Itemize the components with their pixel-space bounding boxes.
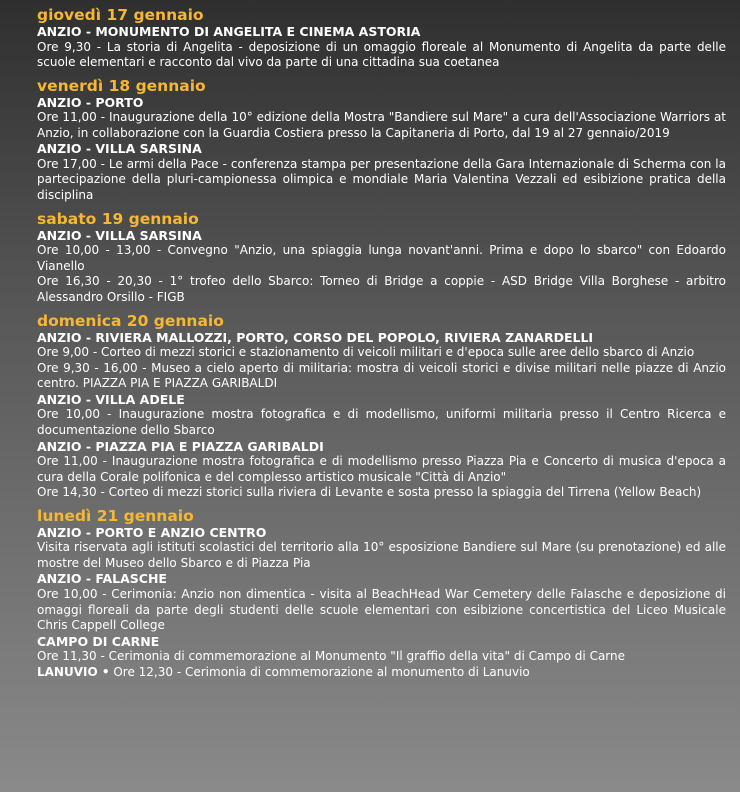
day-section [37, 507, 726, 681]
event-text: Ore 10,00 - Inaugurazione mostra fotografica e di modellismo, uniformi militaria presso il Centro Ricerca e documentazione dello Sbarco [37, 407, 726, 437]
day-title: lunedì 21 gennaio [37, 506, 194, 525]
venue-heading: ANZIO - VILLA ADELE [37, 391, 185, 407]
event-text: Ore 9,30 - 16,00 - Museo a cielo aperto di militaria: mostra di veicoli storici e divise militari nelle piazze di Anzio centro. PIAZZA PIA E PIAZZA GARIBALDI [37, 360, 726, 391]
day-section [37, 210, 726, 306]
venue-heading: ANZIO - MONUMENTO DI ANGELITA E CINEMA ASTORIA [37, 24, 421, 39]
event-text: Ore 17,00 - Le armi della Pace - conferenza stampa per presentazione della Gara Internazionale di Scherma con la partecipazione della pluri-campionessa olimpica e mondiale Maria Valentina Vezzali ed esibizione pratica della disciplina [37, 156, 726, 203]
event-text: Ore 11,00 - Inaugurazione mostra fotografica e di modellismo presso Piazza Pia e Concerto di musica d'epoca a cura della Corale polifonica e del complesso artistico musicale "Città di Anzio" [37, 454, 726, 484]
event-text: Ore 11,30 - Cerimonia di commemorazione al Monumento "Il graffio della vita" di Campo di Carne [37, 649, 626, 664]
event-text: Ore 10,00 - 13,00 - Convegno "Anzio, una spiaggia lunga novant'anni. Prima e dopo lo sbarco" con Edoardo Vianello [37, 243, 726, 273]
venue-heading: ANZIO - PORTO E ANZIO CENTRO [37, 524, 267, 540]
day-title: venerdì 18 gennaio [37, 76, 206, 95]
day-title: giovedì 17 gennaio [37, 6, 204, 24]
event-text: Ore 14,30 - Corteo di mezzi storici sulla riviera di Levante e sosta presso la spiaggia del Tirrena (Yellow Beach) [37, 485, 702, 500]
event-text: Ore 16,30 - 20,30 - 1° trofeo dello Sbarco: Torneo di Bridge a coppie - ASD Bridge Villa Borghese - arbitro Alessandro Orsillo - FIGB [37, 274, 726, 304]
inline-event [37, 665, 726, 681]
day-title: sabato 19 gennaio [37, 209, 199, 228]
venue-heading: CAMPO DI CARNE [37, 633, 160, 649]
venue-heading: ANZIO - VILLA SARSINA [37, 227, 202, 243]
event-text: Ore 10,00 - Cerimonia: Anzio non dimentica - visita al BeachHead War Cemetery delle Falasche e deposizione di omaggi floreali da parte degli studenti delle scuole elementari con esibizione concertistica del Liceo Musicale Chris Cappell College [37, 586, 726, 633]
inline-event-text: Ore 12,30 - Cerimonia di commemorazione al monumento di Lanuvio [109, 664, 530, 679]
day-section [37, 6, 726, 71]
day-section [37, 77, 726, 204]
day-title: domenica 20 gennaio [37, 311, 224, 330]
event-text: Ore 9,00 - Corteo di mezzi storici e stazionamento di veicoli militari e d'epoca sulle aree dello sbarco di Anzio [37, 345, 695, 360]
event-text: Visita riservata agli istituti scolastici del territorio alla 10° esposizione Bandiere sul Mare (su prenotazione) ed alle mostre del Museo dello Sbarco e di Piazza Pia [37, 540, 726, 570]
venue-heading: ANZIO - PORTO [37, 94, 144, 110]
venue-heading: ANZIO - RIVIERA MALLOZZI, PORTO, CORSO DEL POPOLO, RIVIERA ZANARDELLI [37, 329, 594, 345]
inline-venue-label: LANUVIO • [37, 664, 110, 679]
venue-heading: ANZIO - FALASCHE [37, 571, 167, 587]
venue-heading: ANZIO - VILLA SARSINA [37, 141, 202, 157]
day-section [37, 312, 726, 501]
event-text: Ore 9,30 - La storia di Angelita - deposizione di un omaggio floreale al Monumento di Angelita da parte delle scuole elementari e racconto dal vivo da parte di una cittadina sua coetanea [37, 39, 726, 70]
event-text: Ore 11,00 - Inaugurazione della 10° edizione della Mostra "Bandiere sul Mare" a cura dell'Associazione Warriors at Anzio, in collaborazione con la Guardia Costiera presso la Capitaneria di Porto, dal 19 al 27 gennaio/2019 [37, 110, 726, 140]
venue-heading: ANZIO - PIAZZA PIA E PIAZZA GARIBALDI [37, 438, 324, 454]
